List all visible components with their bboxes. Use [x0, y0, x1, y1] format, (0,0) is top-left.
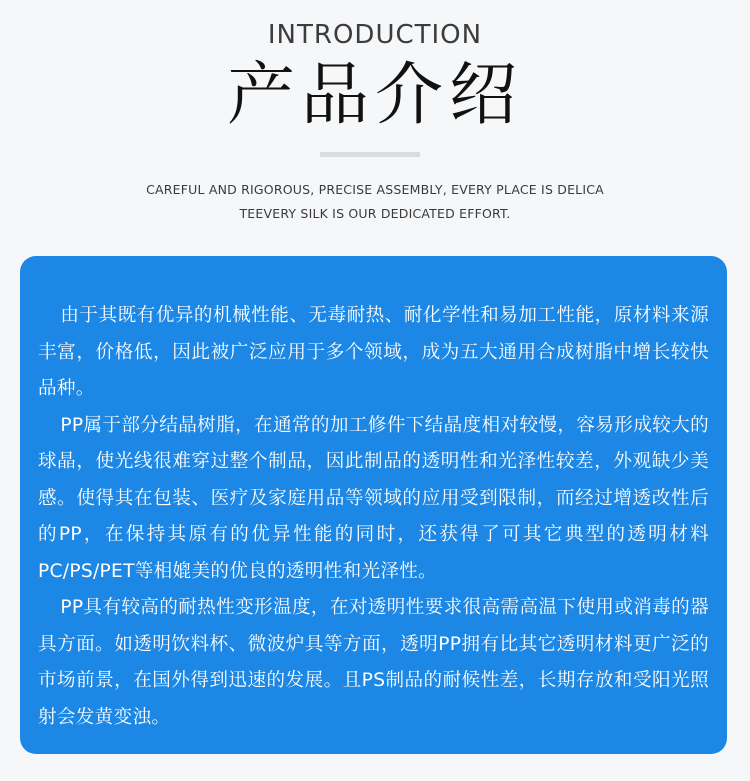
- intro-card: [20, 256, 727, 754]
- section-subtitle: [0, 178, 750, 226]
- intro-paragraph-3: PP具有较高的耐热性变形温度，在对透明性要求很高需高温下使用或消毒的器具方面。如透明饮料杯、微波炉具等方面，透明PP拥有比其它透明材料更广泛的市场前景，在国外得到迅速的发展。且PS制品的耐候性差，长期存放和受阳光照射会发黄变浊。: [38, 597, 709, 728]
- title-divider: [320, 152, 420, 157]
- section-eyebrow: INTRODUCTION: [267, 20, 483, 50]
- subtitle-line-1: CAREFUL AND RIGOROUS, PRECISE ASSEMBLY, EVERY PLACE IS DELICA: [146, 182, 604, 197]
- subtitle-line-2: TEEVERY SILK IS OUR DEDICATED EFFORT.: [239, 206, 511, 221]
- intro-paragraph-1: 由于其既有优异的机械性能、无毒耐热、耐化学性和易加工性能，原材料来源丰富，价格低，因此被广泛应用于多个领域，成为五大通用合成树脂中增长较快品种。: [38, 305, 709, 399]
- page-title: 产品介绍: [226, 56, 523, 135]
- intro-paragraph-2: PP属于部分结晶树脂，在通常的加工修件下结晶度相对较慢，容易形成较大的球晶，使光线很难穿过整个制品，因此制品的透明性和光泽性较差，外观缺少美感。使得其在包装、医疗及家庭用品等领域的应用受到限制，而经过增透改性后的PP，在保持其原有的优异性能的同时，还获得了可其它典型的透明材料PC/PS/PET等相媲美的优良的透明性和光泽性。: [38, 414, 709, 582]
